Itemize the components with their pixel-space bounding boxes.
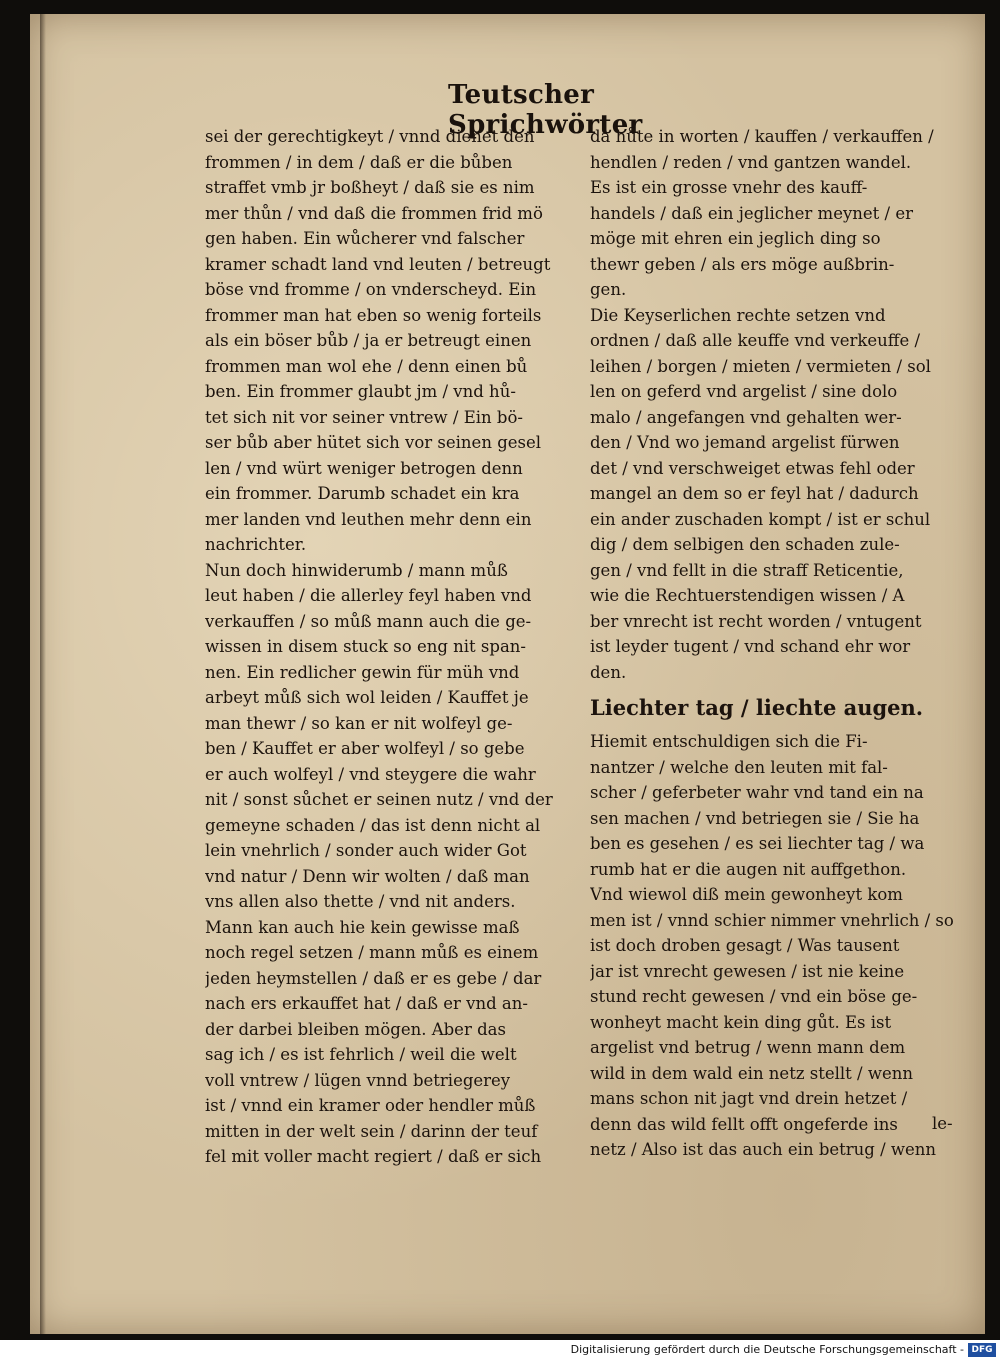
text-line: Vnd wiewol diß mein gewonheyt kom bbox=[590, 885, 903, 904]
text-line: man thewr / so kan er nit wolfeyl ge- bbox=[205, 713, 513, 733]
text-line: mangel an dem so er feyl hat / dadurch bbox=[590, 484, 919, 503]
text-line: ben / Kauffet er aber wolfeyl / so gebe bbox=[205, 739, 525, 758]
text-line: nen. Ein redlicher gewin für müh vnd bbox=[205, 662, 520, 682]
text-line: vnd natur / Denn wir wolten / daß man bbox=[205, 866, 530, 886]
text-line: mans schon nit jagt vnd drein hetzet / bbox=[590, 1089, 908, 1108]
text-line: sag ich / es ist fehrlich / weil die welt bbox=[205, 1045, 517, 1064]
catchword: le- bbox=[932, 1114, 953, 1133]
text-line: mitten in der welt sein / darinn der teuf bbox=[205, 1121, 538, 1141]
text-line: mer landen vnd leuthen mehr denn ein bbox=[205, 509, 532, 529]
text-line: gen / vnd fellt in die straff Reticentie, bbox=[590, 560, 904, 580]
text-line: wild in dem wald ein netz stellt / wenn bbox=[590, 1063, 914, 1083]
text-line: arbeyt můß sich wol leiden / Kauffet je bbox=[205, 688, 529, 707]
right-column-upper-text bbox=[590, 124, 960, 685]
text-line: mer thůn / vnd daß die frommen frid mö bbox=[205, 203, 543, 223]
text-line: ein ander zuschaden kompt / ist er schul bbox=[590, 509, 931, 529]
text-line: leihen / borgen / mieten / vermieten / sol bbox=[590, 356, 931, 376]
text-line: tet sich nit vor seiner vntrew / Ein bö- bbox=[205, 407, 523, 427]
text-line: ein frommer. Darumb schadet ein kra bbox=[205, 484, 520, 503]
text-line: wonheyt macht kein ding gůt. Es ist bbox=[590, 1012, 892, 1032]
text-line: jeden heymstellen / daß er es gebe / dar bbox=[205, 968, 542, 988]
text-line: ser bůb aber hütet sich vor seinen gesel bbox=[205, 433, 542, 452]
text-line: malo / angefangen vnd gehalten wer- bbox=[590, 407, 902, 427]
text-line: voll vntrew / lügen vnnd betriegerey bbox=[205, 1070, 511, 1090]
text-line: gen haben. Ein wůcherer vnd falscher bbox=[205, 229, 525, 248]
text-line: thewr geben / als ers möge außbrin- bbox=[590, 254, 895, 274]
left-text-column bbox=[205, 124, 575, 1170]
text-line: Die Keyserlichen rechte setzen vnd bbox=[590, 305, 886, 325]
text-line: ist leyder tugent / vnd schand ehr wor bbox=[590, 637, 911, 656]
text-line: als ein böser bůb / ja er betreugt einen bbox=[205, 331, 532, 350]
text-line: frommen man wol ehe / denn einen bů bbox=[205, 356, 528, 376]
right-text-column bbox=[590, 124, 960, 1163]
page-gutter-shadow bbox=[40, 14, 46, 1334]
text-line: ben es gesehen / es sei liechter tag / wa bbox=[590, 834, 925, 853]
text-line: wissen in disem stuck so eng nit span- bbox=[205, 637, 526, 656]
text-line: nach ers erkauffet hat / daß er vnd an- bbox=[205, 994, 528, 1013]
running-title: Teutscher Sprichwörter bbox=[448, 80, 643, 140]
text-line: verkauffen / so můß mann auch die ge- bbox=[205, 611, 532, 631]
text-line: men ist / vnnd schier nimmer vnehrlich / so bbox=[590, 910, 954, 930]
text-line: böse vnd fromme / on vnderscheyd. Ein bbox=[205, 280, 537, 299]
text-line: stund recht gewesen / vnd ein böse ge- bbox=[590, 987, 918, 1006]
text-line: scher / geferbeter wahr vnd tand ein na bbox=[590, 783, 924, 802]
dfg-logo: DFG bbox=[968, 1343, 996, 1357]
text-line: ist / vnnd ein kramer oder hendler můß bbox=[205, 1096, 536, 1115]
text-line: den. bbox=[590, 662, 627, 682]
text-line: dig / dem selbigen den schaden zule- bbox=[590, 535, 900, 554]
text-line: Es ist ein grosse vnehr des kauff- bbox=[590, 178, 868, 197]
text-line: wie die Rechtuerstendigen wissen / A bbox=[590, 586, 905, 605]
text-line: len on geferd vnd argelist / sine dolo bbox=[590, 382, 898, 401]
text-line: sei der gerechtigkeyt / vnnd dienet den bbox=[205, 127, 535, 146]
text-line: sen machen / vnd betriegen sie / Sie ha bbox=[590, 808, 920, 828]
text-line: ordnen / daß alle keuffe vnd verkeuffe / bbox=[590, 331, 921, 350]
text-line: gen. bbox=[590, 280, 627, 299]
text-line: jar ist vnrecht gewesen / ist nie keine bbox=[590, 961, 905, 981]
text-line: kramer schadt land vnd leuten / betreugt bbox=[205, 254, 551, 274]
text-line: hendlen / reden / vnd gantzen wandel. bbox=[590, 152, 912, 172]
footer-bar bbox=[0, 1340, 1000, 1361]
text-line: möge mit ehren ein jeglich ding so bbox=[590, 229, 881, 248]
text-line: der darbei bleiben mögen. Aber das bbox=[205, 1019, 506, 1039]
text-line: handels / daß ein jeglicher meynet / er bbox=[590, 203, 914, 223]
section-heading: Liechter tag / liechte augen. bbox=[590, 695, 924, 720]
text-line: den / Vnd wo jemand argelist fürwen bbox=[590, 433, 900, 452]
text-line: er auch wolfeyl / vnd steygere die wahr bbox=[205, 764, 536, 784]
text-line: ist doch droben gesagt / Was tausent bbox=[590, 936, 900, 955]
text-line: rumb hat er die augen nit auffgethon. bbox=[590, 859, 907, 879]
text-line: vns allen also thette / vnd nit anders. bbox=[205, 892, 516, 911]
text-line: noch regel setzen / mann můß es einem bbox=[205, 943, 539, 962]
text-line: frommer man hat eben so wenig forteils bbox=[205, 305, 542, 325]
text-line: leut haben / die allerley feyl haben vnd bbox=[205, 586, 532, 605]
right-column-lower-text bbox=[590, 729, 960, 1163]
text-line: nachrichter. bbox=[205, 535, 307, 554]
text-line: argelist vnd betrug / wenn mann dem bbox=[590, 1038, 906, 1057]
text-line: straffet vmb jr boßheyt / daß sie es nim bbox=[205, 178, 535, 197]
text-line: nit / sonst sůchet er seinen nutz / vnd der bbox=[205, 790, 553, 809]
text-line: len / vnd würt weniger betrogen denn bbox=[205, 458, 523, 478]
text-line: ben. Ein frommer glaubt jm / vnd hů- bbox=[205, 382, 516, 401]
text-line: det / vnd verschweiget etwas fehl oder bbox=[590, 458, 915, 478]
text-line: ber vnrecht ist recht worden / vntugent bbox=[590, 611, 922, 631]
text-line: Nun doch hinwiderumb / mann můß bbox=[205, 560, 508, 580]
text-line: lein vnehrlich / sonder auch wider Got bbox=[205, 841, 527, 860]
text-line: fel mit voller macht regiert / daß er sich bbox=[205, 1147, 542, 1166]
text-line: frommen / in dem / daß er die bůben bbox=[205, 152, 513, 172]
text-line: da hůte in worten / kauffen / verkauffen / bbox=[590, 127, 934, 146]
text-line: nantzer / welche den leuten mit fal- bbox=[590, 757, 888, 777]
text-line: Mann kan auch hie kein gewisse maß bbox=[205, 917, 520, 937]
footer-credit: Digitalisierung gefördert durch die Deutsche Forschungsgemeinschaft - bbox=[570, 1343, 964, 1356]
text-line: Hiemit entschuldigen sich die Fi- bbox=[590, 732, 868, 751]
text-line: netz / Also ist das auch ein betrug / wenn bbox=[590, 1140, 937, 1159]
text-line: gemeyne schaden / das ist denn nicht al bbox=[205, 815, 541, 835]
text-line: denn das wild fellt offt ongeferde ins bbox=[590, 1114, 898, 1134]
